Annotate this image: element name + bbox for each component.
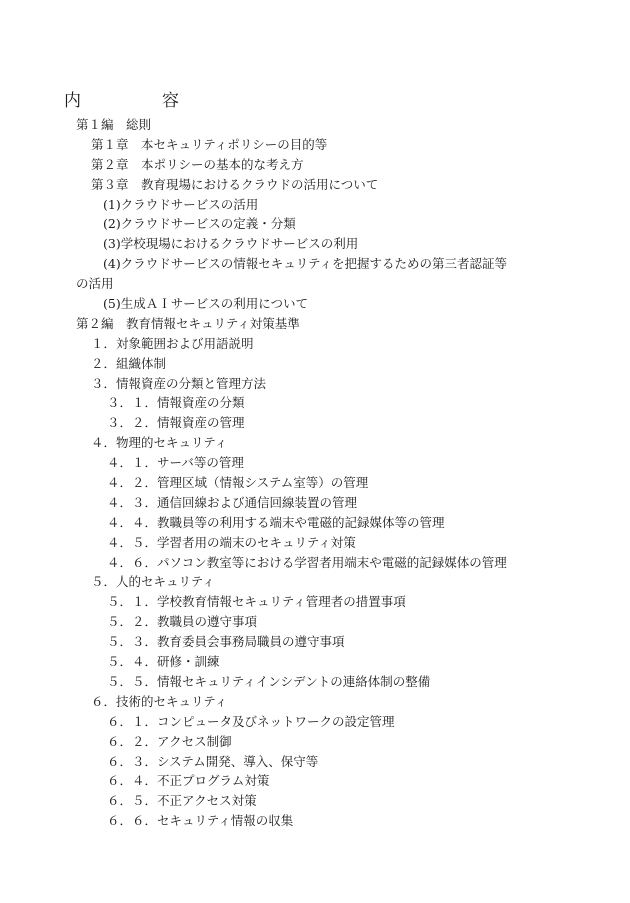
toc-entry-sec: ４．物理的セキュリティ [91, 435, 228, 451]
toc-entry-sub: ４．１．サーバ等の管理 [107, 455, 244, 471]
table-of-contents [0, 115, 630, 831]
toc-entry-sub: ４．２．管理区域（情報システム室等）の管理 [107, 475, 369, 491]
toc-entry-item: (1)クラウドサービスの活用 [103, 196, 259, 212]
toc-entry-sub: ６．４．不正プログラム対策 [107, 773, 270, 789]
toc-entry-sub: ５．２．教職員の遵守事項 [107, 614, 258, 630]
toc-entry-sub: ６．２．アクセス制御 [107, 733, 232, 749]
toc-entry-cont: の活用 [76, 276, 114, 292]
toc-entry-sec: １．対象範囲および用語説明 [91, 335, 254, 351]
toc-entry-sub: ４．５．学習者用の端末のセキュリティ対策 [107, 534, 356, 550]
toc-entry-sub: ４．３．通信回線および通信回線装置の管理 [107, 494, 358, 510]
toc-entry-sub: ４．４．教職員等の利用する端末や電磁的記録媒体等の管理 [107, 514, 445, 530]
toc-entry-chap: 第１章 本セキュリティポリシーの目的等 [91, 136, 328, 152]
toc-entry-part: 第２編 教育情報セキュリティ対策基準 [76, 315, 300, 331]
toc-entry-sub: ４．６．パソコン教室等における学習者用端末や電磁的記録媒体の管理 [107, 554, 507, 570]
toc-entry-sub: ６．１．コンピュータ及びネットワークの設定管理 [107, 713, 395, 729]
toc-entry-sub: ５．３．教育委員会事務局職員の遵守事項 [107, 634, 345, 650]
toc-entry-sub: ５．１．学校教育情報セキュリティ管理者の措置事項 [107, 594, 406, 610]
page-title: 内 容 [64, 91, 211, 111]
toc-entry-sub: ６．３．システム開発、導入、保守等 [107, 753, 319, 769]
toc-entry-sub: ３．１．情報資産の分類 [107, 395, 245, 411]
toc-entry-sub: ５．４．研修・訓練 [107, 654, 220, 670]
toc-entry-sec: ３．情報資産の分類と管理方法 [91, 375, 267, 391]
toc-entry-item: (5)生成ＡＩサービスの利用について [103, 296, 308, 312]
toc-entry-sub: ６．５．不正アクセス対策 [107, 793, 257, 809]
toc-entry-chap: 第３章 教育現場におけるクラウドの活用について [91, 176, 379, 192]
toc-entry-item: (2)クラウドサービスの定義・分類 [103, 216, 296, 232]
toc-entry-sub: ３．２．情報資産の管理 [107, 415, 245, 431]
toc-entry-chap: 第２章 本ポリシーの基本的な考え方 [91, 156, 304, 172]
toc-entry-part: 第１編 総則 [76, 117, 152, 132]
toc-entry-item: (3)学校現場におけるクラウドサービスの利用 [103, 236, 359, 252]
toc-entry-sec: ６．技術的セキュリティ [91, 693, 228, 709]
toc-entry-sub: ６．６．セキュリティ情報の収集 [107, 813, 294, 829]
toc-entry-sec: ５．人的セキュリティ [91, 574, 215, 590]
toc-entry-sec: ２．組織体制 [91, 355, 167, 371]
toc-entry-sub: ５．５．情報セキュリティインシデントの連絡体制の整備 [107, 673, 431, 689]
toc-entry-item: (4)クラウドサービスの情報セキュリティを把握するための第三者認証等 [103, 256, 507, 272]
